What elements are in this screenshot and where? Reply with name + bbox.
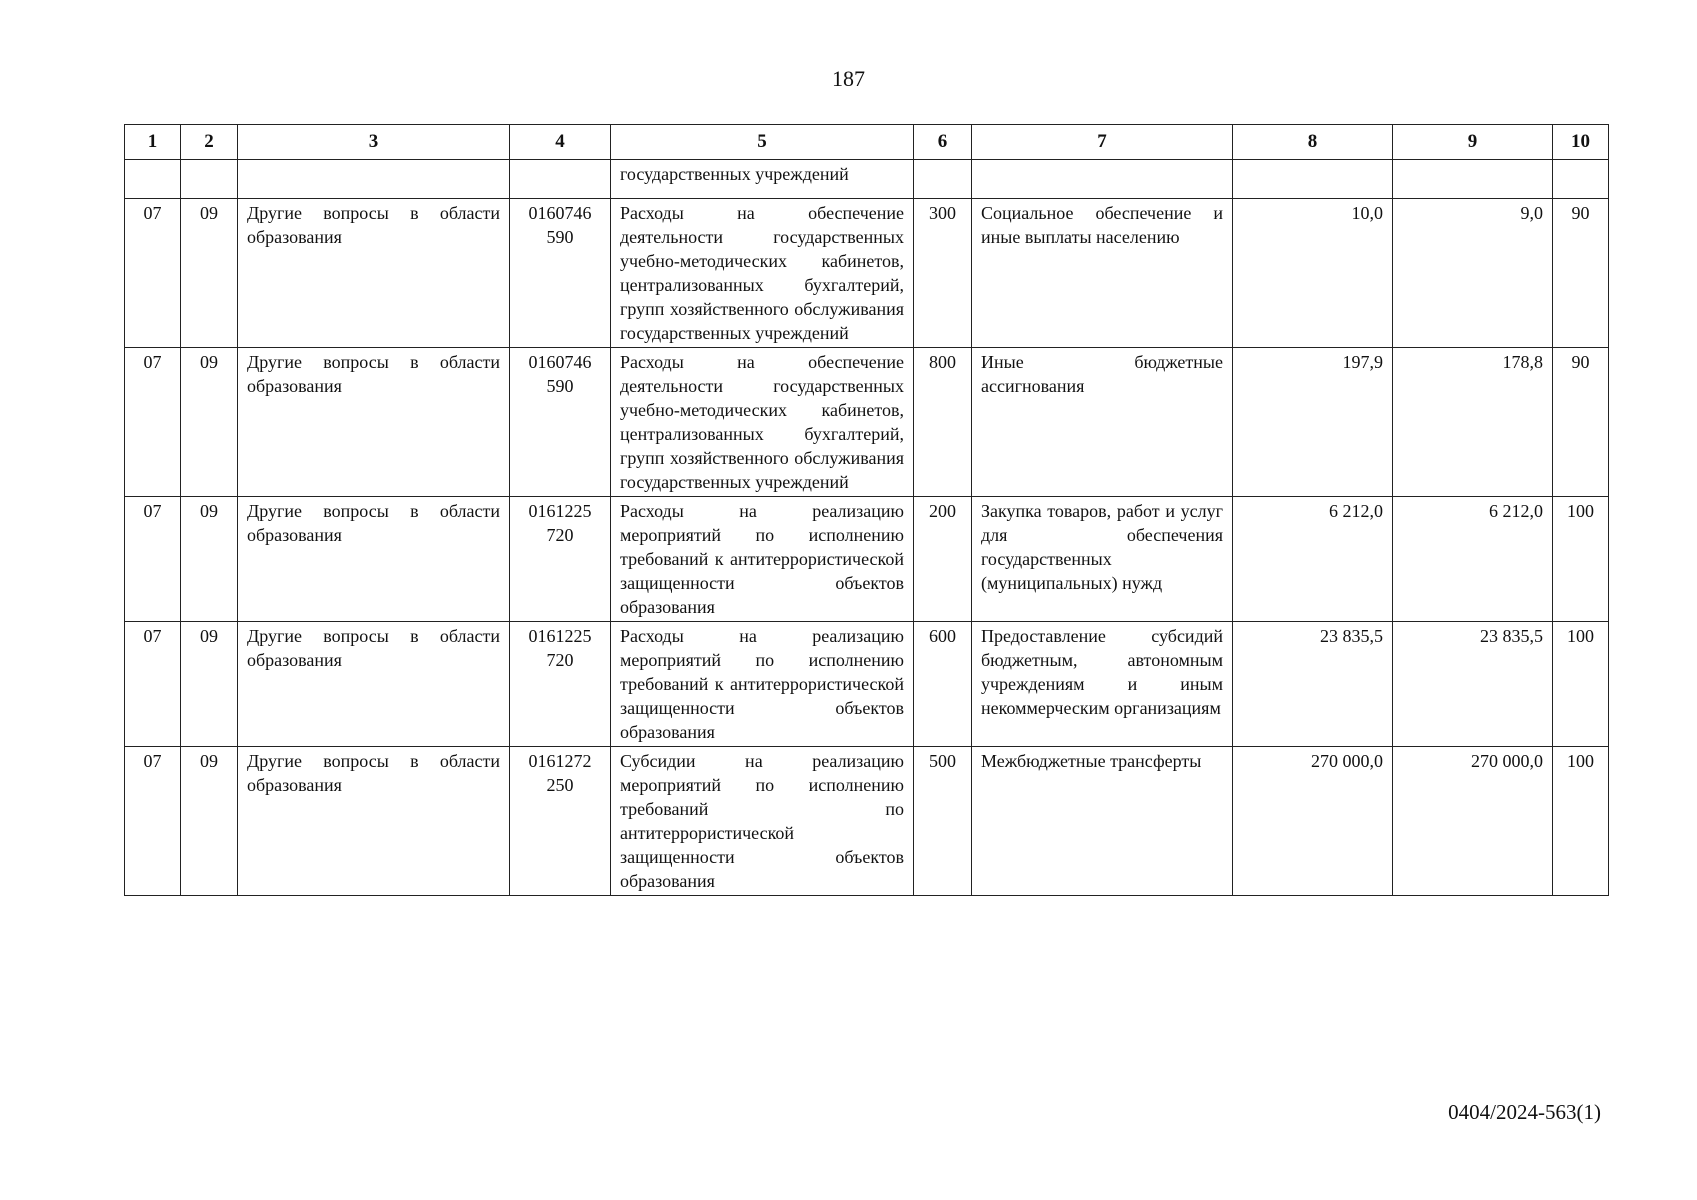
expense-description: Расходы на обеспечение деятельности государственных учебно-методических кабинетов, централизованных бухгалтерий, групп хозяйственного обслуживания государственных учреждений [611,199,914,348]
cell-empty [181,160,238,199]
amount-executed: 23 835,5 [1393,622,1553,747]
section-code: 07 [125,497,181,622]
header-cell-1: 1 [125,125,181,160]
target-article-code-text: 0160746 590 [528,203,592,247]
execution-percent: 100 [1553,497,1609,622]
table-row [125,348,1609,497]
target-article-code-text: 0161225 720 [528,626,592,670]
execution-percent: 100 [1553,622,1609,747]
expense-type-code: 200 [914,497,972,622]
expense-type-name: Предоставление субсидий бюджетным, автономным учреждениям и иным некоммерческим организациям [972,622,1233,747]
target-article-code [510,747,611,896]
table-row [125,497,1609,622]
target-article-code [510,497,611,622]
target-article-code-text: 0161225 720 [528,501,592,545]
continuation-text: государственных учреждений [611,160,914,199]
subsection-code: 09 [181,199,238,348]
subsection-code: 09 [181,747,238,896]
budget-table [124,124,1609,896]
header-cell-3: 3 [238,125,510,160]
expense-type-name: Иные бюджетные ассигнования [972,348,1233,497]
subsection-code: 09 [181,497,238,622]
table-row [125,622,1609,747]
expense-type-name: Межбюджетные трансферты [972,747,1233,896]
target-article-code [510,348,611,497]
cell-empty [1233,160,1393,199]
amount-executed: 6 212,0 [1393,497,1553,622]
document-code: 0404/2024-563(1) [1448,1100,1601,1124]
expense-description: Расходы на реализацию мероприятий по исполнению требований к антитеррористической защищенности объектов образования [611,622,914,747]
cell-empty [1553,160,1609,199]
amount-planned: 10,0 [1233,199,1393,348]
section-code: 07 [125,348,181,497]
target-article-code [510,199,611,348]
expense-type-name: Закупка товаров, работ и услуг для обеспечения государственных (муниципальных) нужд [972,497,1233,622]
amount-planned: 270 000,0 [1233,747,1393,896]
header-cell-4: 4 [510,125,611,160]
section-code: 07 [125,199,181,348]
section-name: Другие вопросы в области образования [238,622,510,747]
target-article-code-text: 0161272 250 [528,751,592,795]
expense-description: Расходы на обеспечение деятельности государственных учебно-методических кабинетов, централизованных бухгалтерий, групп хозяйственного обслуживания государственных учреждений [611,348,914,497]
expense-type-code: 600 [914,622,972,747]
execution-percent: 90 [1553,348,1609,497]
expense-type-code: 500 [914,747,972,896]
section-name: Другие вопросы в области образования [238,747,510,896]
header-cell-6: 6 [914,125,972,160]
amount-planned: 197,9 [1233,348,1393,497]
amount-planned: 6 212,0 [1233,497,1393,622]
section-name: Другие вопросы в области образования [238,199,510,348]
cell-empty [125,160,181,199]
target-article-code-text: 0160746 590 [528,352,592,396]
execution-percent: 90 [1553,199,1609,348]
section-code: 07 [125,747,181,896]
page-number: 187 [832,66,865,91]
header-cell-7: 7 [972,125,1233,160]
header-row [125,125,1609,160]
cell-empty [238,160,510,199]
amount-executed: 270 000,0 [1393,747,1553,896]
expense-description: Субсидии на реализацию мероприятий по исполнению требований по антитеррористической защищенности объектов образования [611,747,914,896]
expense-type-code: 800 [914,348,972,497]
target-article-code [510,622,611,747]
header-cell-9: 9 [1393,125,1553,160]
amount-executed: 178,8 [1393,348,1553,497]
expense-type-code: 300 [914,199,972,348]
header-cell-2: 2 [181,125,238,160]
header-cell-8: 8 [1233,125,1393,160]
cell-empty [510,160,611,199]
cell-empty [1393,160,1553,199]
subsection-code: 09 [181,622,238,747]
header-cell-5: 5 [611,125,914,160]
section-code: 07 [125,622,181,747]
table-row [125,199,1609,348]
amount-planned: 23 835,5 [1233,622,1393,747]
section-name: Другие вопросы в области образования [238,348,510,497]
execution-percent: 100 [1553,747,1609,896]
subsection-code: 09 [181,348,238,497]
cell-empty [914,160,972,199]
table-row [125,747,1609,896]
continuation-row [125,160,1609,199]
expense-description: Расходы на реализацию мероприятий по исполнению требований к антитеррористической защищенности объектов образования [611,497,914,622]
section-name: Другие вопросы в области образования [238,497,510,622]
amount-executed: 9,0 [1393,199,1553,348]
cell-empty [972,160,1233,199]
header-cell-10: 10 [1553,125,1609,160]
expense-type-name: Социальное обеспечение и иные выплаты населению [972,199,1233,348]
